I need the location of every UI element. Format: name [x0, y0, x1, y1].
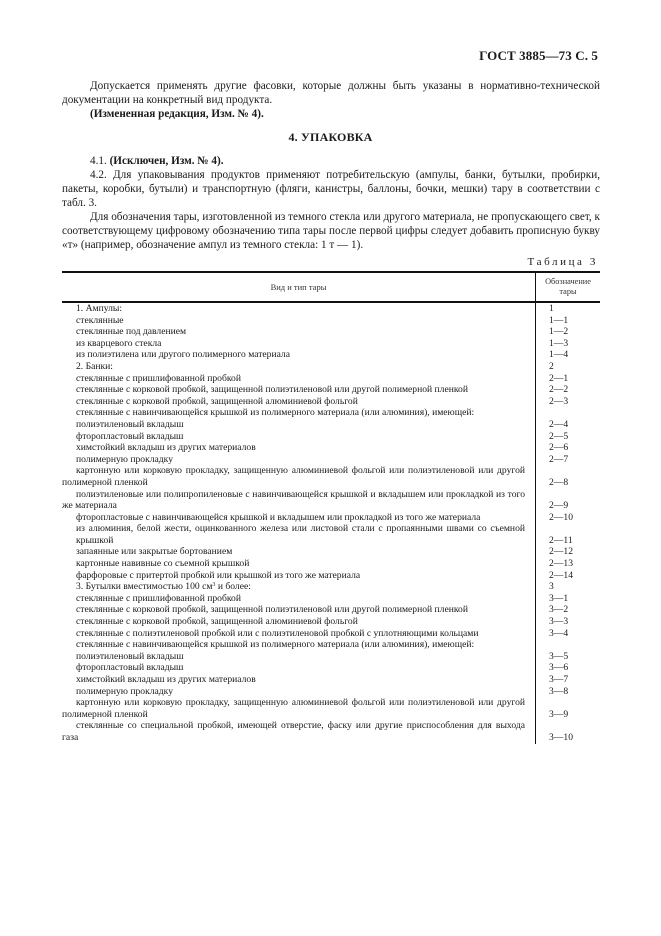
- packaging-code: 3—5: [549, 650, 569, 662]
- table-row: [62, 419, 600, 431]
- packaging-type: [62, 454, 535, 466]
- packaging-code: 2—9: [549, 500, 569, 512]
- packaging-code: 3—8: [549, 685, 569, 697]
- packaging-type-text: стеклянные под давлением: [76, 326, 187, 338]
- packaging-type: [62, 558, 535, 570]
- packaging-type: [62, 419, 535, 431]
- table-row: [62, 361, 600, 373]
- superscript: 3: [212, 582, 216, 589]
- dark-glass-note: Для обозначения тары, изготовленной из темного стекла или другого материала, не пропускающего свет, к соответствующему цифровому обозначению типа тары после первой цифры следует добавить прописную букву «т» (например, обозначение ампул из темного стекла: 1 т — 1).: [62, 211, 600, 251]
- packaging-code: 2—14: [549, 569, 573, 581]
- page-header: ГОСТ 3885—73 С. 5: [479, 48, 598, 63]
- table-row: [62, 651, 600, 663]
- packaging-code: 2—7: [549, 453, 569, 465]
- packaging-type: [62, 431, 535, 443]
- table-row: [62, 326, 600, 338]
- column-header-code-line2: тары: [559, 287, 577, 296]
- packaging-code: 2—11: [549, 534, 573, 546]
- table-row: [62, 686, 600, 698]
- packaging-type: [62, 593, 535, 605]
- packaging-code: 2—5: [549, 430, 569, 442]
- packaging-type-text: из полиэтилена или другого полимерного материала: [76, 349, 290, 361]
- packaging-type-text: стеклянные с корковой пробкой, защищенной полиэтиленовой или другой полимерной пленкой: [76, 384, 468, 396]
- packaging-type-text: фторопластовый вкладыш: [76, 662, 184, 674]
- packaging-type: [62, 523, 535, 546]
- packaging-code: 3—10: [549, 731, 573, 743]
- packaging-code: [535, 639, 600, 651]
- packaging-type: [62, 373, 535, 385]
- packaging-type-text: 3. Бутылки вместимостью 100 см: [76, 581, 213, 593]
- table-caption: Таблица 3: [527, 256, 598, 268]
- packaging-code: 3: [549, 581, 554, 593]
- table-row: [62, 431, 600, 443]
- packaging-code: 2—1: [549, 372, 569, 384]
- table-row: [62, 593, 600, 605]
- packaging-type: [62, 442, 535, 454]
- table-row: [62, 720, 600, 743]
- table-header: [62, 273, 600, 301]
- packaging-type-text: полиэтиленовый вкладыш: [76, 418, 184, 430]
- packaging-table: [62, 271, 600, 744]
- table-row: [62, 639, 600, 651]
- packaging-type-text: фторопластовые с навинчивающейся крышкой и вкладышем или прокладкой из того же материала: [76, 511, 481, 523]
- packaging-type: [62, 686, 535, 698]
- packaging-code: 2—6: [549, 442, 569, 454]
- packaging-type-text: стеклянные с пришлифованной пробкой: [76, 372, 241, 384]
- packaging-type: [62, 651, 535, 663]
- packaging-type-text: картонную или корковую прокладку, защищенную алюминиевой фольгой или полиэтиленовой или другой полимерной пленкой: [62, 465, 525, 488]
- packaging-code: 1: [549, 303, 554, 314]
- packaging-type-text: 1. Ампулы:: [76, 303, 123, 314]
- table-row: [62, 512, 600, 524]
- intro-text: Допускается применять другие фасовки, которые должны быть указаны в нормативно-технической документации на конкретный вид продукта.: [62, 80, 600, 106]
- packaging-type: [62, 349, 535, 361]
- packaging-code: 1—1: [549, 314, 569, 326]
- packaging-type-text: полиэтиленовые или полипропиленовые с навинчивающейся крышкой и вкладышем или прокладкой из того же материала: [62, 488, 525, 512]
- packaging-type-text: фторопластовый вкладыш: [76, 430, 184, 442]
- packaging-type-text: полиэтиленовый вкладыш: [76, 650, 184, 662]
- packaging-type-text: фарфоровые с притертой пробкой или крышкой из того же материала: [76, 569, 361, 581]
- column-divider: [535, 303, 536, 744]
- table-row: [62, 303, 600, 315]
- packaging-type-text: химстойкий вкладыш из других материалов: [76, 442, 256, 454]
- table-row: [62, 628, 600, 640]
- packaging-type: [62, 489, 535, 512]
- clause-4-2: 4.2. Для упаковывания продуктов применяют потребительскую (ампулы, банки, бутылки, пробирки, пакеты, коробки, бутыли) и транспортную (фляги, канистры, баллоны, бочки, мешки) тару в соответствии с табл. 3.: [62, 169, 600, 209]
- packaging-code: 1—4: [549, 349, 569, 361]
- table-row: [62, 523, 600, 546]
- packaging-type: [62, 628, 535, 640]
- packaging-code: 1—2: [549, 326, 569, 338]
- table-row: [62, 465, 600, 488]
- column-header-type: Вид и тип тары: [270, 282, 327, 292]
- packaging-type-text: стеклянные с навинчивающейся крышкой из полимерного материала (или алюминия), имеющей:: [76, 639, 475, 651]
- section-body: [62, 154, 600, 252]
- table-row: [62, 384, 600, 396]
- packaging-code: 3—1: [549, 592, 569, 604]
- packaging-type-text: стеклянные с корковой пробкой, защищенной алюминиевой фольгой: [76, 616, 358, 628]
- table-row: [62, 546, 600, 558]
- packaging-type: [62, 662, 535, 674]
- table-row: [62, 454, 600, 466]
- packaging-code: 2—3: [549, 395, 569, 407]
- packaging-code: 1—3: [549, 337, 569, 349]
- packaging-type: [62, 674, 535, 686]
- packaging-code: 3—6: [549, 662, 569, 674]
- packaging-type: [62, 570, 535, 582]
- table-row: [62, 349, 600, 361]
- packaging-type: [62, 315, 535, 327]
- clause-4-1-text: (Исключен, Изм. № 4).: [109, 155, 224, 167]
- packaging-type: [62, 338, 535, 350]
- packaging-type-text: стеклянные с полиэтиленовой пробкой или с полиэтиленовой пробкой с уплотняющими кольцами: [76, 627, 479, 639]
- table-row: [62, 697, 600, 720]
- clause-4-1-number: 4.1.: [90, 155, 107, 167]
- packaging-type: [62, 639, 535, 651]
- packaging-type-text: стеклянные: [76, 314, 124, 326]
- packaging-code: 3—9: [549, 708, 569, 720]
- packaging-type-text: запаянные или закрытые бортованием: [76, 546, 233, 558]
- packaging-code: 2—13: [549, 558, 573, 570]
- packaging-type-text: полимерную прокладку: [76, 685, 173, 697]
- packaging-type-text: химстойкий вкладыш из других материалов: [76, 674, 256, 685]
- packaging-type-text: полимерную прокладку: [76, 453, 173, 465]
- packaging-code: 2—2: [549, 384, 569, 396]
- table-row: [62, 674, 600, 686]
- packaging-code: 2—4: [549, 418, 569, 430]
- packaging-type-text: из кварцевого стекла: [76, 337, 162, 349]
- packaging-type: [62, 303, 535, 315]
- table-row: [62, 570, 600, 582]
- packaging-type-text: из алюминия, белой жести, оцинкованного железа или листовой стали с пропаянными швами со съемной крышкой: [76, 523, 525, 546]
- packaging-type: [62, 616, 535, 628]
- packaging-type-text: стеклянные с корковой пробкой, защищенной алюминиевой фольгой: [76, 395, 358, 407]
- packaging-type: [62, 546, 535, 558]
- packaging-type-text-after: и более:: [215, 581, 251, 593]
- packaging-type-text: 2. Банки:: [76, 360, 113, 372]
- packaging-type: [62, 604, 535, 616]
- packaging-type: [62, 361, 535, 373]
- packaging-type-text: стеклянные со специальной пробкой, имеющей отверстие, фаску или другие приспособления для выхода газа: [62, 720, 525, 743]
- packaging-type-text: картонные навивные со съемной крышкой: [76, 558, 250, 570]
- packaging-type: [62, 720, 535, 743]
- packaging-code: 2: [549, 360, 554, 372]
- table-row: [62, 338, 600, 350]
- section-title: 4. УПАКОВКА: [288, 130, 373, 144]
- intro-paragraph: [62, 79, 600, 121]
- packaging-code: 3—2: [549, 604, 569, 616]
- packaging-type: [62, 407, 535, 419]
- packaging-type: [62, 384, 535, 396]
- table-row: [62, 442, 600, 454]
- packaging-code: 3—7: [549, 674, 569, 685]
- packaging-type: [62, 396, 535, 408]
- table-row: [62, 662, 600, 674]
- packaging-code: [535, 407, 600, 419]
- packaging-type-text: стеклянные с пришлифованной пробкой: [76, 592, 241, 604]
- table-row: [62, 407, 600, 419]
- table-row: [62, 558, 600, 570]
- table-row: [62, 604, 600, 616]
- table-row: [62, 581, 600, 593]
- packaging-type: [62, 581, 535, 593]
- table-row: [62, 616, 600, 628]
- packaging-type-text: картонную или корковую прокладку, защищенную алюминиевой фольгой или полиэтиленовой или другой полимерной пленкой: [62, 697, 525, 720]
- column-header-code-line1: Обозначение: [545, 277, 591, 286]
- packaging-type-text: стеклянные с навинчивающейся крышкой из полимерного материала (или алюминия), имеющей:: [76, 407, 475, 419]
- packaging-type: [62, 326, 535, 338]
- amendment-note: (Измененная редакция, Изм. № 4).: [90, 108, 264, 120]
- packaging-type: [62, 697, 535, 720]
- packaging-code: 2—10: [549, 511, 573, 523]
- packaging-code: 3—4: [549, 627, 569, 639]
- table-row: [62, 396, 600, 408]
- table-row: [62, 373, 600, 385]
- packaging-type-text: стеклянные с корковой пробкой, защищенной полиэтиленовой или другой полимерной пленкой: [76, 604, 468, 616]
- table-row: [62, 489, 600, 512]
- packaging-type: [62, 512, 535, 524]
- table-body: [62, 303, 600, 744]
- table-row: [62, 315, 600, 327]
- column-header-code: [535, 273, 600, 301]
- packaging-code: 2—12: [549, 546, 573, 558]
- packaging-type: [62, 465, 535, 488]
- packaging-code: 3—3: [549, 616, 569, 628]
- packaging-code: 2—8: [549, 476, 569, 488]
